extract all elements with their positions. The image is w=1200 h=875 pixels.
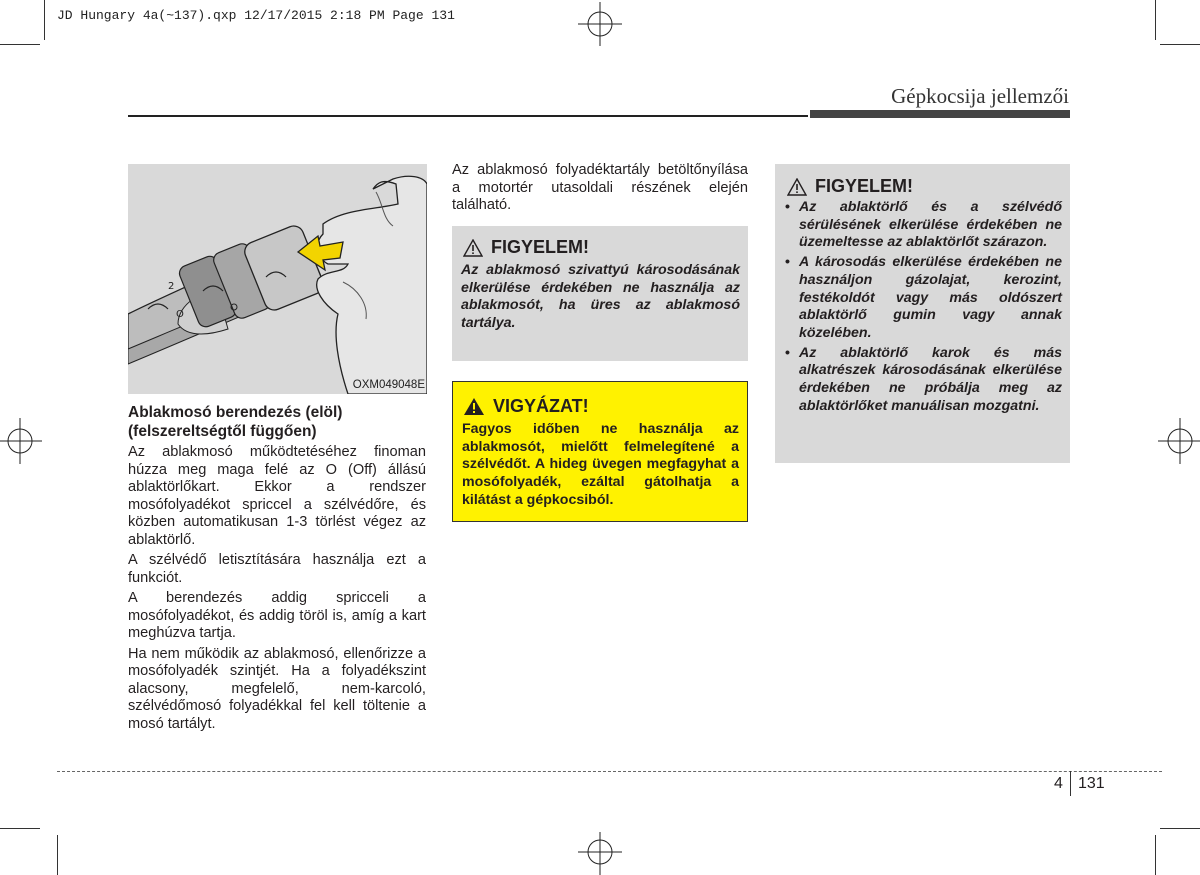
registration-mark-left (0, 416, 42, 466)
caution-triangle-icon (463, 397, 485, 416)
caution-title-row (463, 396, 589, 417)
section-title: Gépkocsija jellemzői (891, 84, 1069, 108)
warning-list-item: • Az ablaktörlő karok és más alkatrészek károsodásának elkerülése érdekében ne próbálja meg az ablaktörlőket manuálisan mozgatni. (785, 345, 1062, 416)
paragraph: A szélvédő letisztítására használja ezt a funkciót. (128, 552, 426, 586)
registration-mark-right (1158, 416, 1200, 466)
chapter-number: 4 (1054, 775, 1063, 792)
crop-mark (0, 44, 40, 45)
warning-title-row (787, 176, 913, 197)
warning-title-row (463, 237, 589, 258)
crop-mark (57, 835, 58, 875)
footer-divider (1070, 771, 1071, 796)
paragraph: Ha nem működik az ablakmosó, ellenőrizze a mosófolyadék szintjét. Ha a folyadékszint alacsony, megfelelő, nem-karcoló, szélvédőmosó folyadékkal fel kell töltenie a mosó tartályt. (128, 645, 426, 732)
warning-box (452, 226, 748, 361)
warning-box-2 (775, 164, 1070, 463)
caution-title: VIGYÁZAT! (493, 396, 589, 416)
heading-line-1: Ablakmosó berendezés (elöl) (128, 404, 343, 421)
print-header: JD Hungary 4a(~137).qxp 12/17/2015 2:18 PM Page 131 (57, 8, 455, 23)
column-2-intro (452, 162, 748, 218)
crop-mark (1155, 0, 1156, 40)
column-1 (128, 403, 426, 736)
warning-triangle-icon (787, 178, 807, 196)
crop-mark (1160, 44, 1200, 45)
warning-list-item: • A károsodás elkerülése érdekében ne használjon gázolajat, kerozint, festékoldót vagy más oldószert ablaktörlő gumin vagy annak közelében. (785, 254, 1062, 343)
caution-text: Fagyos időben ne használja az ablakmosót, mielőtt felmelegítené a szélvédőt. A hideg üvegen megfagyhat a mosófolyadék, ezáltal gátolhatja a kilátást a gépkocsiból. (462, 421, 739, 508)
registration-mark-top (575, 2, 625, 46)
crop-mark (1160, 828, 1200, 829)
crop-mark (1155, 835, 1156, 875)
registration-mark-bottom (575, 832, 625, 875)
warning-list (785, 199, 1062, 417)
section-heading (128, 403, 426, 441)
heading-line-2: (felszereltségtől függően) (128, 423, 317, 440)
caution-box (452, 381, 748, 522)
warning-title: FIGYELEM! (815, 176, 913, 196)
header-rule (128, 115, 808, 117)
warning-list-item: • Az ablaktörlő és a szélvédő sérülésének elkerülése érdekében ne üzemeltesse az ablaktörlőt szárazon. (785, 199, 1062, 252)
figure-code: OXM049048E (352, 379, 425, 391)
crop-mark (44, 0, 45, 40)
crop-mark (0, 828, 40, 829)
warning-triangle-icon (463, 239, 483, 257)
paragraph: Az ablakmosó működtetéséhez finoman húzza meg maga felé az O (Off) állású ablaktörlőkart. Ekkor a rendszer mosófolyadékot spriccel a szélvédőre, és közben automatikusan 1-3 törlést végez az ablaktörlő. (128, 444, 426, 548)
paragraph: Az ablakmosó folyadéktartály betöltőnyílása a motortér utasoldali részének elején található. (452, 162, 748, 213)
svg-text:O: O (176, 309, 184, 320)
page-number: 131 (1078, 775, 1105, 792)
wiper-stalk-drawing (128, 164, 427, 394)
wiper-stalk-illustration (128, 164, 427, 394)
warning-text: Az ablakmosó szivattyú károsodásának elkerülése érdekében ne használja az ablakmosót, ha üres az ablakmosó tartálya. (461, 262, 740, 332)
footer-rule (57, 771, 1162, 772)
header-rule-accent (810, 110, 1070, 118)
warning-title: FIGYELEM! (491, 237, 589, 257)
paragraph: A berendezés addig spricceli a mosófolyadékot, és addig töröl is, amíg a kart meghúzva tartja. (128, 590, 426, 641)
svg-text:2: 2 (168, 281, 175, 292)
